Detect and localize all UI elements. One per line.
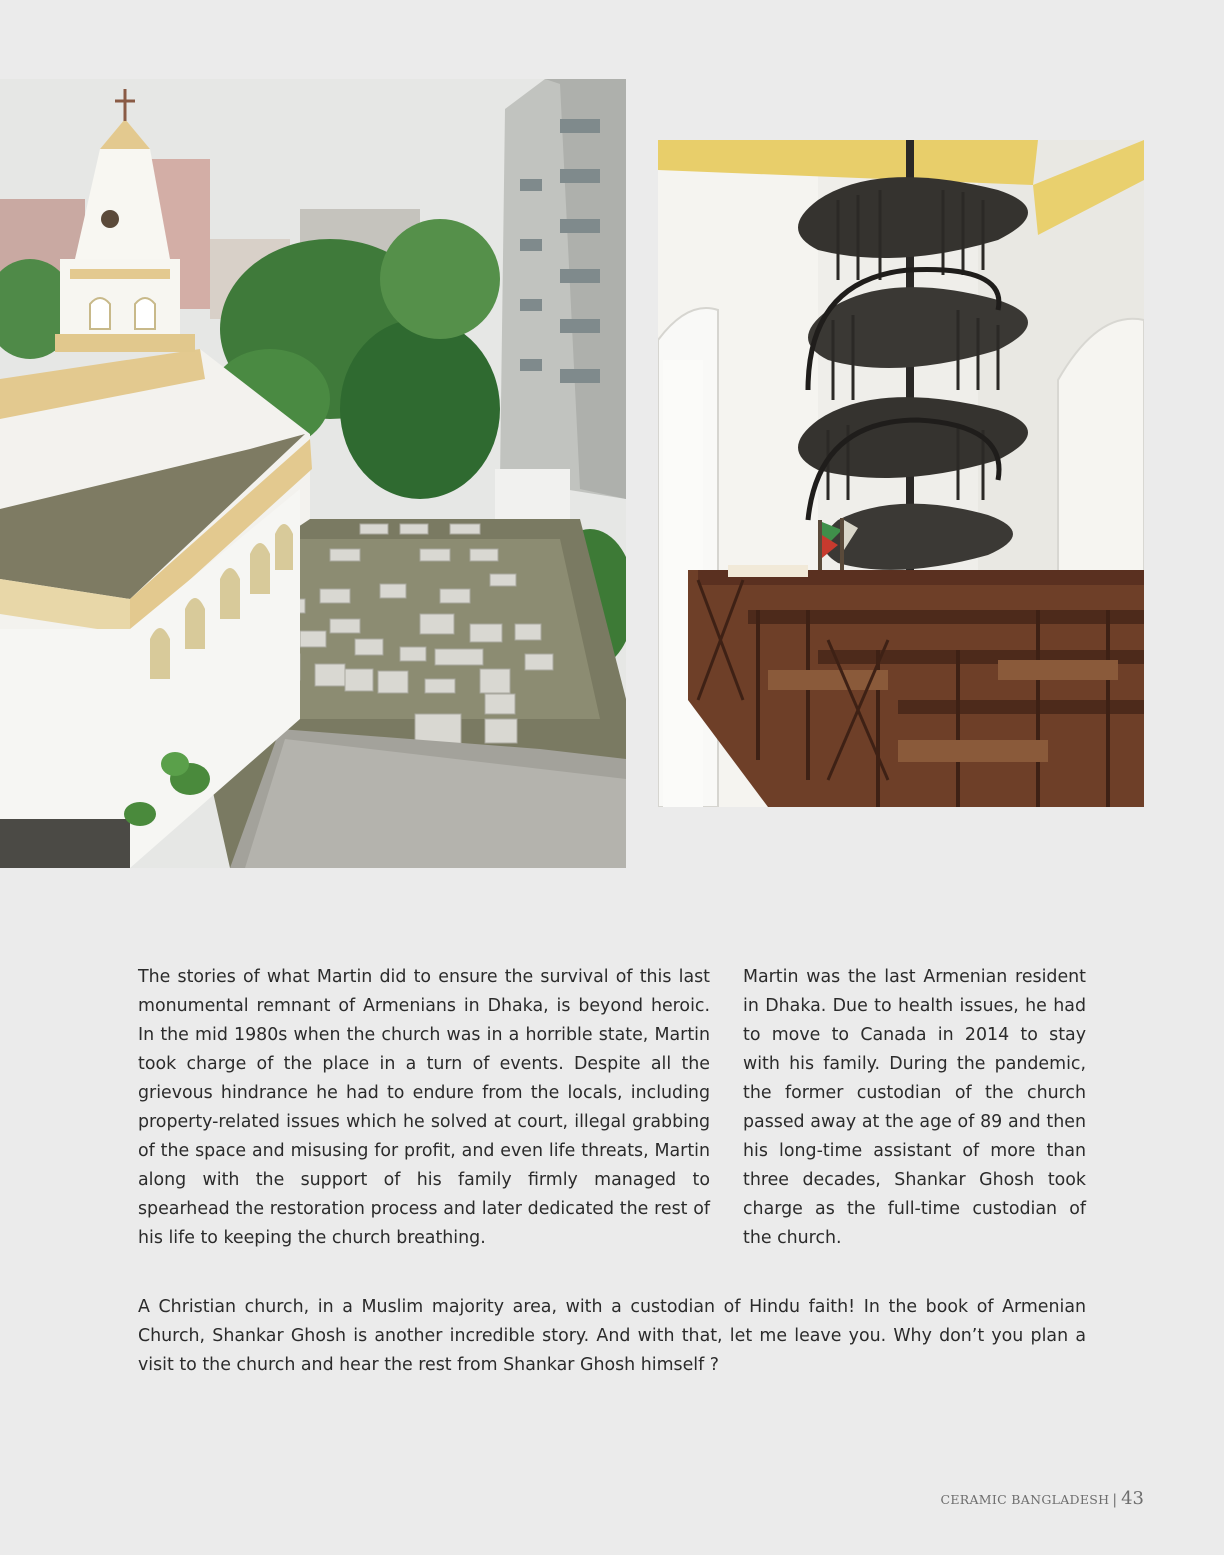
page-footer bbox=[940, 1488, 1144, 1509]
church-exterior-photo bbox=[0, 79, 626, 868]
article-left-column: The stories of what Martin did to ensure the survival of this last monumental remnant of Armenians in Dhaka, is beyond heroic. In the mid 1980s when the church was in a horrible state, Martin took charge of the place in a turn of events. Despite all the grievous hindrance he had to endure from the locals, including property-related issues which he solved at court, illegal grabbing of the space and misusing for profit, and even life threats, Martin along with the support of his family firmly managed to spearhead the restoration process and later dedicated the rest of his life to keeping the church breathing. bbox=[138, 967, 710, 1248]
spiral-staircase-photo bbox=[658, 140, 1144, 807]
article-closing-paragraph: A Christian church, in a Muslim majority area, with a custodian of Hindu faith! In the book of Armenian Church, Shankar Ghosh is another incredible story. And with that, let me leave you. Why don’t you plan a visit to the church and hear the rest from Shankar Ghosh himself ? bbox=[138, 1297, 1086, 1375]
church-exterior-illustration bbox=[0, 79, 626, 868]
publication-name: CERAMIC BANGLADESH bbox=[940, 1492, 1110, 1507]
footer-separator: | bbox=[1112, 1492, 1118, 1508]
page-number: 43 bbox=[1121, 1488, 1144, 1509]
article-right-column: Martin was the last Armenian resident in Dhaka. Due to health issues, he had to move to Canada in 2014 to stay with his family. During the pandemic, the former custodian of the church passed away at the age of 89 and then his long-time assistant of more than three decades, Shankar Ghosh took charge as the full-time custodian of the church. bbox=[743, 967, 1086, 1248]
spiral-staircase-illustration bbox=[658, 140, 1144, 807]
